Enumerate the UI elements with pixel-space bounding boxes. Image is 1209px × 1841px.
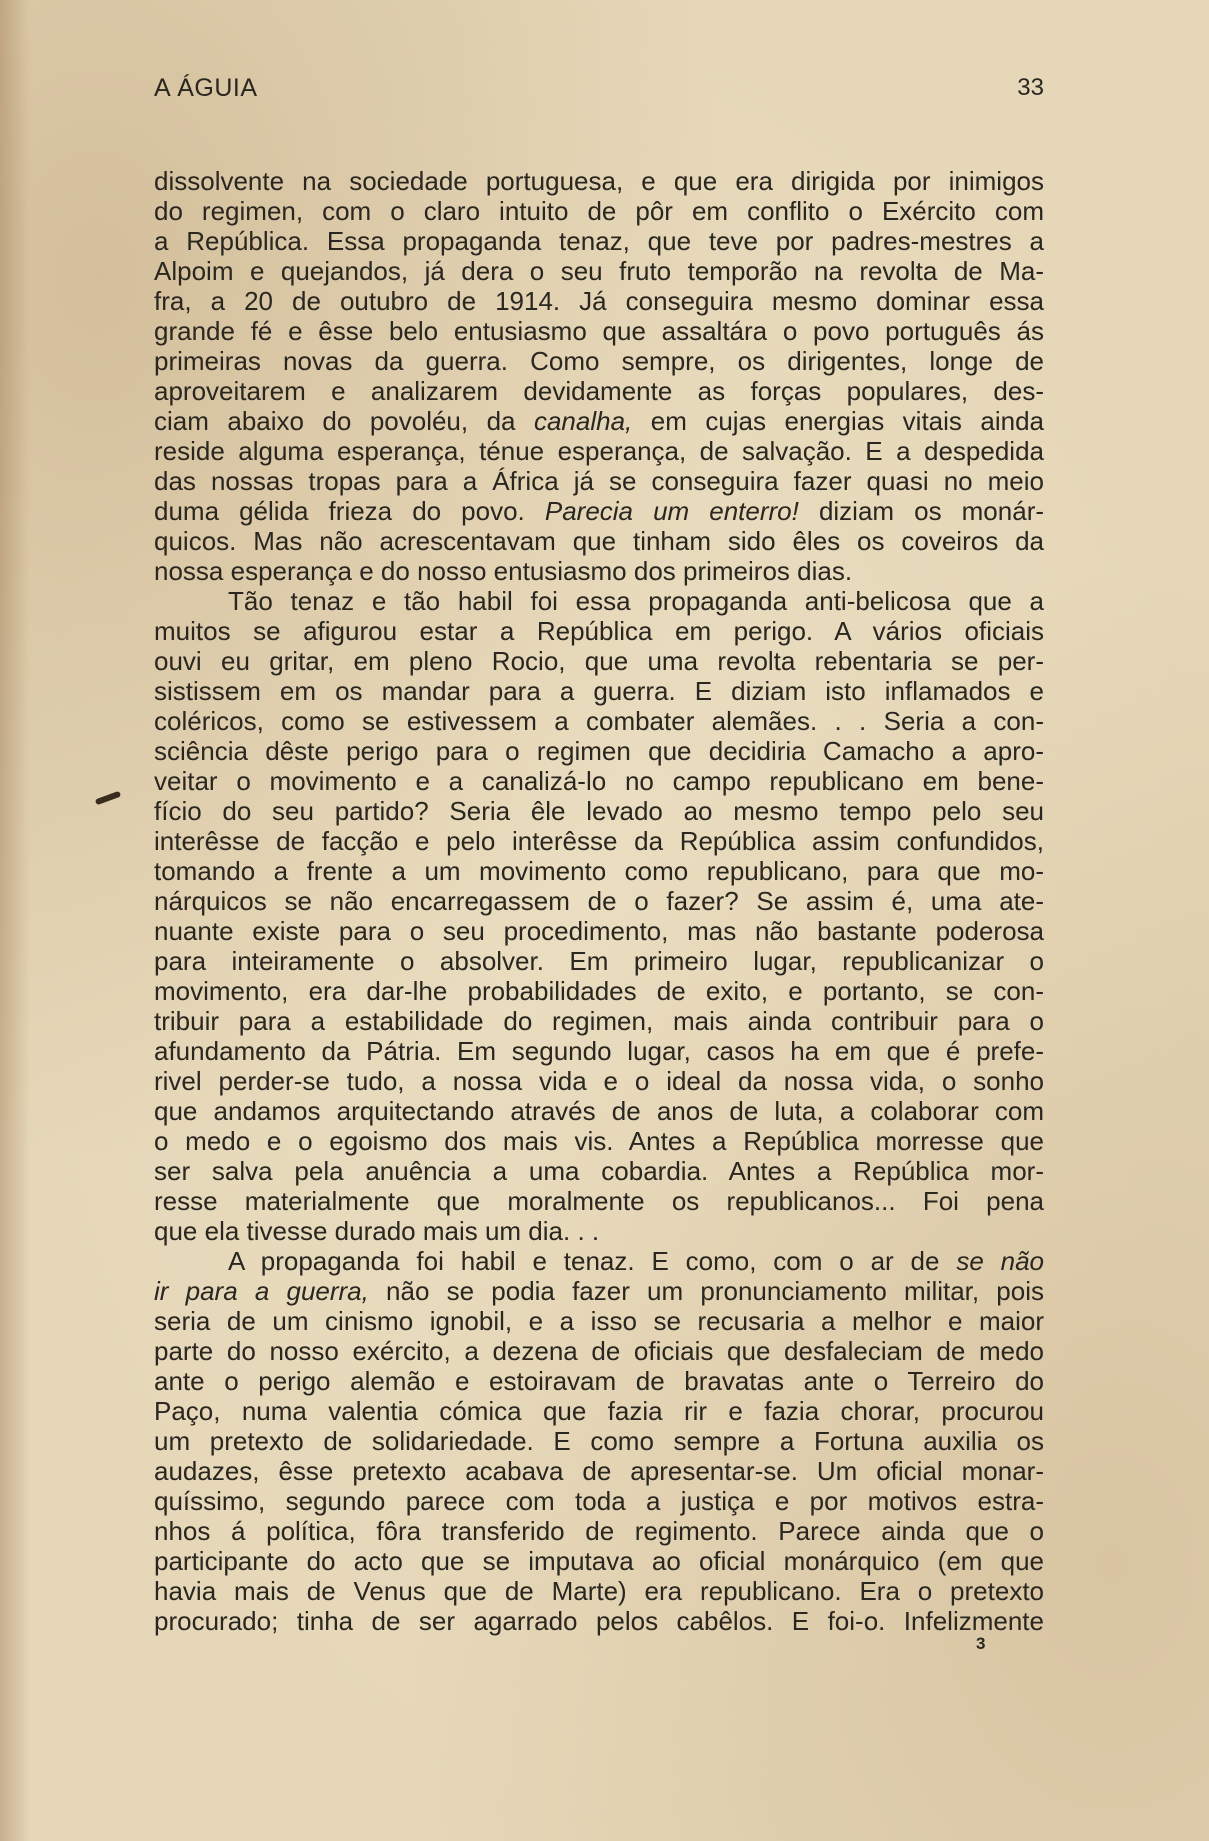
text-line: sciência dêste perigo para o regimen que decidiria Camacho a apro-: [154, 736, 1044, 766]
text-line: dissolvente na sociedade portuguesa, e que era dirigida por inimigos: [154, 166, 1044, 196]
text-line: parte do nosso exército, a dezena de oficiais que desfaleciam de medo: [154, 1336, 1044, 1366]
text-line: reside alguma esperança, ténue esperança, de salvação. E a despedida: [154, 436, 1044, 466]
italic-phrase: se não: [956, 1246, 1044, 1276]
text-line: que ela tivesse durado mais um dia. . .: [154, 1216, 600, 1246]
text-line: fício do seu partido? Seria êle levado ao mesmo tempo pelo seu: [154, 796, 1044, 826]
running-title: A ÁGUIA: [154, 74, 258, 102]
text-line: participante do acto que se imputava ao oficial monárquico (em que: [154, 1546, 1044, 1576]
text-line: interêsse de facção e pelo interêsse da República assim confundidos,: [154, 826, 1044, 856]
text-line: rivel perder-se tudo, a nossa vida e o ideal da nossa vida, o sonho: [154, 1066, 1044, 1096]
text-line: audazes, êsse pretexto acabava de apresentar-se. Um oficial monar-: [154, 1456, 1044, 1486]
text-line: nuante existe para o seu procedimento, mas não bastante poderosa: [154, 916, 1044, 946]
text-line: sistissem em os mandar para a guerra. E diziam isto inflamados e: [154, 676, 1044, 706]
signature-mark: 3: [976, 1634, 986, 1653]
text-line: ante o perigo alemão e estoiravam de bravatas ante o Terreiro do: [154, 1366, 1044, 1396]
text-line: nossa esperança e do nosso entusiasmo dos primeiros dias.: [154, 556, 853, 586]
text-line: seria de um cinismo ignobil, e a isso se recusaria a melhor e maior: [154, 1306, 1044, 1336]
text-line: grande fé e êsse belo entusiasmo que assaltára o povo português ás: [154, 316, 1044, 346]
text-line: ouvi eu gritar, em pleno Rocio, que uma revolta rebentaria se per-: [154, 646, 1044, 676]
text-line: havia mais de Venus que de Marte) era republicano. Era o pretexto: [154, 1576, 1044, 1606]
margin-pen-mark: [95, 791, 121, 806]
text-line: a República. Essa propaganda tenaz, que teve por padres-mestres a: [154, 226, 1044, 256]
text-line: coléricos, como se estivessem a combater alemães. . . Seria a con-: [154, 706, 1044, 736]
body-text: [154, 166, 1044, 1636]
text-line: primeiras novas da guerra. Como sempre, os dirigentes, longe de: [154, 346, 1044, 376]
text-line: das nossas tropas para a África já se conseguira fazer quasi no meio: [154, 466, 1044, 496]
text-line: duma gélida frieza do povo. Parecia um enterro! diziam os monár-: [154, 496, 1045, 526]
text-line: nárquicos se não encarregassem de o fazer? Se assim é, uma ate-: [154, 886, 1044, 916]
text-line: que andamos arquitectando através de anos de luta, a colaborar com: [154, 1096, 1044, 1126]
text-line: quicos. Mas não acrescentavam que tinham sido êles os coveiros da: [154, 526, 1044, 556]
text-line: movimento, era dar-lhe probabilidades de exito, e portanto, se con-: [154, 976, 1044, 1006]
text-line: tribuir para a estabilidade do regimen, mais ainda contribuir para o: [154, 1006, 1044, 1036]
text-line: fra, a 20 de outubro de 1914. Já conseguira mesmo dominar essa: [154, 286, 1044, 316]
text-line: muitos se afigurou estar a República em perigo. A vários oficiais: [154, 616, 1044, 646]
text-line: quíssimo, segundo parece com toda a justiça e por motivos estra-: [154, 1486, 1044, 1516]
text-line: ciam abaixo do povoléu, da canalha, em cujas energias vitais ainda: [154, 406, 1044, 436]
text-line: do regimen, com o claro intuito de pôr em conflito o Exército com: [154, 196, 1044, 226]
italic-phrase: ir para a guerra,: [154, 1276, 369, 1306]
text-line: o medo e o egoismo dos mais vis. Antes a República morresse que: [154, 1126, 1044, 1156]
text-line: um pretexto de solidariedade. E como sempre a Fortuna auxilia os: [154, 1426, 1044, 1456]
text-line: ser salva pela anuência a uma cobardia. Antes a República mor-: [154, 1156, 1044, 1186]
text-line: A propaganda foi habil e tenaz. E como, com o ar de se não: [228, 1246, 1044, 1276]
text-line: ir para a guerra, não se podia fazer um pronunciamento militar, pois: [154, 1276, 1045, 1306]
text-line: aproveitarem e analizarem devidamente as forças populares, des-: [154, 376, 1044, 406]
text-line: afundamento da Pátria. Em segundo lugar, casos ha em que é prefe-: [154, 1036, 1044, 1066]
text-line: para inteiramente o absolver. Em primeiro lugar, republicanizar o: [154, 946, 1044, 976]
italic-word: canalha,: [533, 406, 633, 436]
text-line: nhos á política, fôra transferido de regimento. Parece ainda que o: [154, 1516, 1044, 1546]
text-line: veitar o movimento e a canalizá-lo no campo republicano em bene-: [154, 766, 1044, 796]
text-line: Alpoim e quejandos, já dera o seu fruto temporão na revolta de Ma-: [154, 256, 1044, 286]
page-number: 33: [1017, 74, 1044, 101]
text-line: Tão tenaz e tão habil foi essa propaganda anti-belicosa que a: [228, 586, 1044, 616]
page-header: [154, 74, 1044, 114]
text-line: Paço, numa valentia cómica que fazia rir e fazia chorar, procurou: [154, 1396, 1044, 1426]
italic-phrase: Parecia um enterro!: [544, 496, 799, 526]
text-line: procurado; tinha de ser agarrado pelos cabêlos. E foi-o. Infelizmente: [154, 1606, 1044, 1636]
text-line: resse materialmente que moralmente os republicanos... Foi pena: [154, 1186, 1044, 1216]
text-line: tomando a frente a um movimento como republicano, para que mo-: [154, 856, 1044, 886]
